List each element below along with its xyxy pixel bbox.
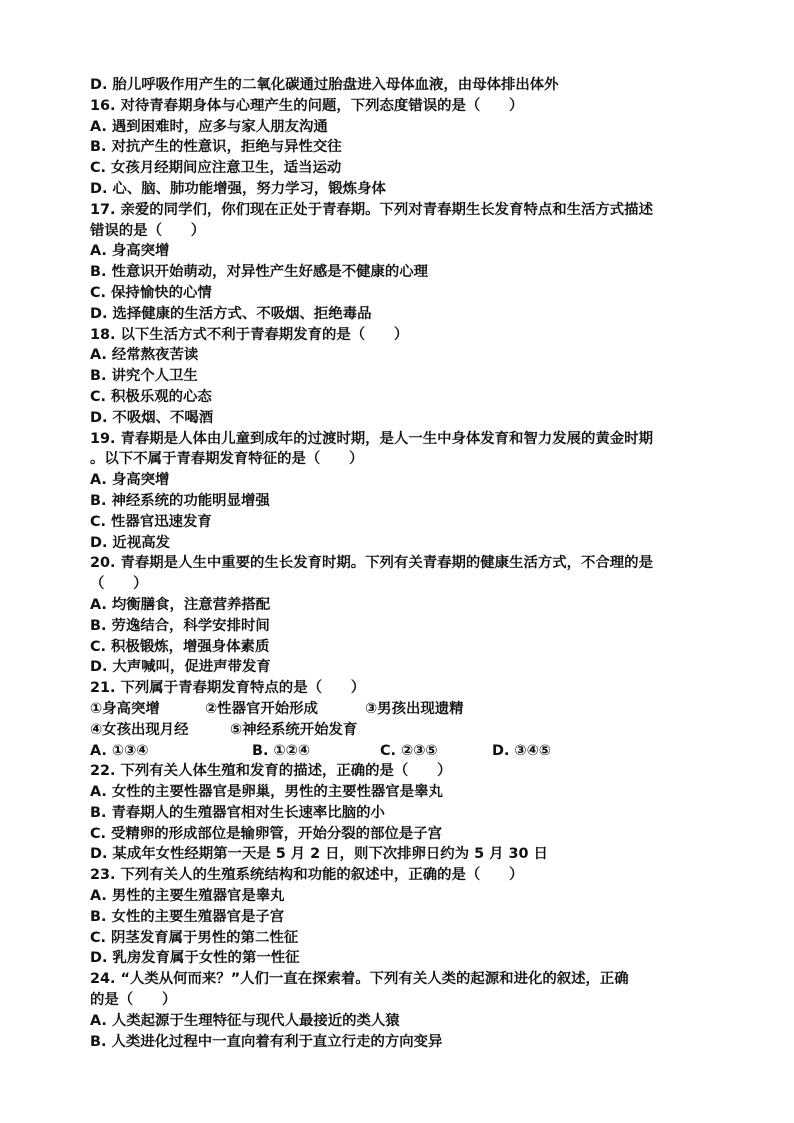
q24-option-a: A. 人类起源于生理特征与现代人最接近的类人猿 — [90, 1012, 400, 1029]
q17-option-b: B. 性意识开始萌动，对异性产生好感是不健康的心理 — [90, 264, 429, 281]
q23-option-a: A. 男性的主要生殖器官是睾丸 — [90, 888, 285, 905]
q20-stem: 20. 青春期是人生中重要的生长发育时期。下列有关青春期的健康生活方式，不合理的是 — [90, 555, 653, 572]
q18-option-d: D. 不吸烟、不喝酒 — [90, 409, 214, 426]
q20-stem-cont: （ ） — [90, 576, 148, 593]
q19-stem-cont: 。以下不属于青春期发育特征的是（ ） — [90, 451, 364, 468]
q23-option-c: C. 阴茎发育属于男性的第二性征 — [90, 929, 299, 946]
q17-option-d: D. 选择健康的生活方式、不吸烟、拒绝毒品 — [90, 305, 372, 322]
q19-stem: 19. 青春期是人体由儿童到成年的过渡时期，是人一生中身体发育和智力发展的黄金时期 — [90, 430, 653, 447]
q24-option-b: B. 人类进化过程中一直向着有利于直立行走的方向变异 — [90, 1033, 443, 1050]
q16-option-b: B. 对抗产生的性意识，拒绝与异性交往 — [90, 139, 342, 156]
q20-option-b: B. 劳逸结合，科学安排时间 — [90, 617, 270, 634]
q21-statement-1: ①身高突增 — [90, 700, 160, 717]
q18-option-b: B. 讲究个人卫生 — [90, 368, 198, 385]
q21-statement-2: ②性器官开始形成 — [205, 700, 318, 717]
q19-option-c: C. 性器官迅速发育 — [90, 513, 212, 530]
question-content — [90, 75, 710, 1052]
q21-choice-d: D. ③④⑤ — [492, 742, 551, 759]
q22-stem: 22. 下列有关人体生殖和发育的描述，正确的是（ ） — [90, 763, 452, 780]
q17-option-c: C. 保持愉快的心情 — [90, 284, 212, 301]
q17-option-a: A. 身高突增 — [90, 243, 170, 260]
q16-stem: 16. 对待青春期身体与心理产生的问题，下列态度错误的是（ ） — [90, 97, 524, 114]
q16-option-c: C. 女孩月经期间应注意卫生，适当运动 — [90, 160, 342, 177]
q22-option-d: D. 某成年女性经期第一天是 5 月 2 日，则下次排卵日约为 5 月 30 日 — [90, 846, 548, 863]
q21-statements-row2 — [90, 720, 710, 741]
q21-choice-c: C. ②③⑤ — [380, 742, 438, 759]
q22-option-c: C. 受精卵的形成部位是输卵管，开始分裂的部位是子宫 — [90, 825, 443, 842]
q23-option-d: D. 乳房发育属于女性的第一性征 — [90, 950, 300, 967]
q22-option-a: A. 女性的主要性器官是卵巢，男性的主要性器官是睾丸 — [90, 784, 443, 801]
q21-statements-row1 — [90, 699, 710, 720]
q24-stem-cont: 的是（ ） — [90, 992, 177, 1009]
q16-option-d: D. 心、脑、肺功能增强，努力学习，锻炼身体 — [90, 180, 386, 197]
q21-stem: 21. 下列属于青春期发育特点的是（ ） — [90, 680, 366, 697]
q18-stem: 18. 以下生活方式不利于青春期发育的是（ ） — [90, 326, 409, 343]
q19-option-d: D. 近视高发 — [90, 534, 170, 551]
q18-option-c: C. 积极乐观的心态 — [90, 388, 212, 405]
q17-stem-cont: 错误的是（ ） — [90, 222, 206, 239]
q16-option-a: A. 遇到困难时，应多与家人朋友沟通 — [90, 118, 328, 135]
q21-statement-3: ③男孩出现遗精 — [365, 700, 464, 717]
q22-option-b: B. 青春期人的生殖器官相对生长速率比脑的小 — [90, 804, 385, 821]
q21-statement-4: ④女孩出现月经 — [90, 721, 189, 738]
q23-option-b: B. 女性的主要生殖器官是子宫 — [90, 908, 285, 925]
q21-statement-5: ⑤神经系统开始发育 — [230, 721, 358, 738]
q24-stem: 24. “人类从何而来？”人们一直在探索着。下列有关人类的起源和进化的叙述，正确 — [90, 971, 629, 988]
q21-choices — [90, 741, 710, 762]
q18-option-a: A. 经常熬夜苦读 — [90, 347, 199, 364]
q20-option-d: D. 大声喊叫，促进声带发育 — [90, 659, 271, 676]
q15-option-d: D. 胎儿呼吸作用产生的二氧化碳通过胎盘进入母体血液，由母体排出体外 — [90, 77, 559, 93]
q17-stem: 17. 亲爱的同学们，你们现在正处于青春期。下列对青春期生长发育特点和生活方式描述 — [90, 201, 653, 218]
q19-option-a: A. 身高突增 — [90, 472, 170, 489]
q23-stem: 23. 下列有关人的生殖系统结构和功能的叙述中，正确的是（ ） — [90, 867, 524, 884]
q21-choice-a: A. ①③④ — [90, 742, 149, 759]
q20-option-c: C. 积极锻炼，增强身体素质 — [90, 638, 270, 655]
q21-choice-b: B. ①②④ — [252, 742, 310, 759]
q20-option-a: A. 均衡膳食，注意营养搭配 — [90, 596, 271, 613]
q19-option-b: B. 神经系统的功能明显增强 — [90, 492, 270, 509]
